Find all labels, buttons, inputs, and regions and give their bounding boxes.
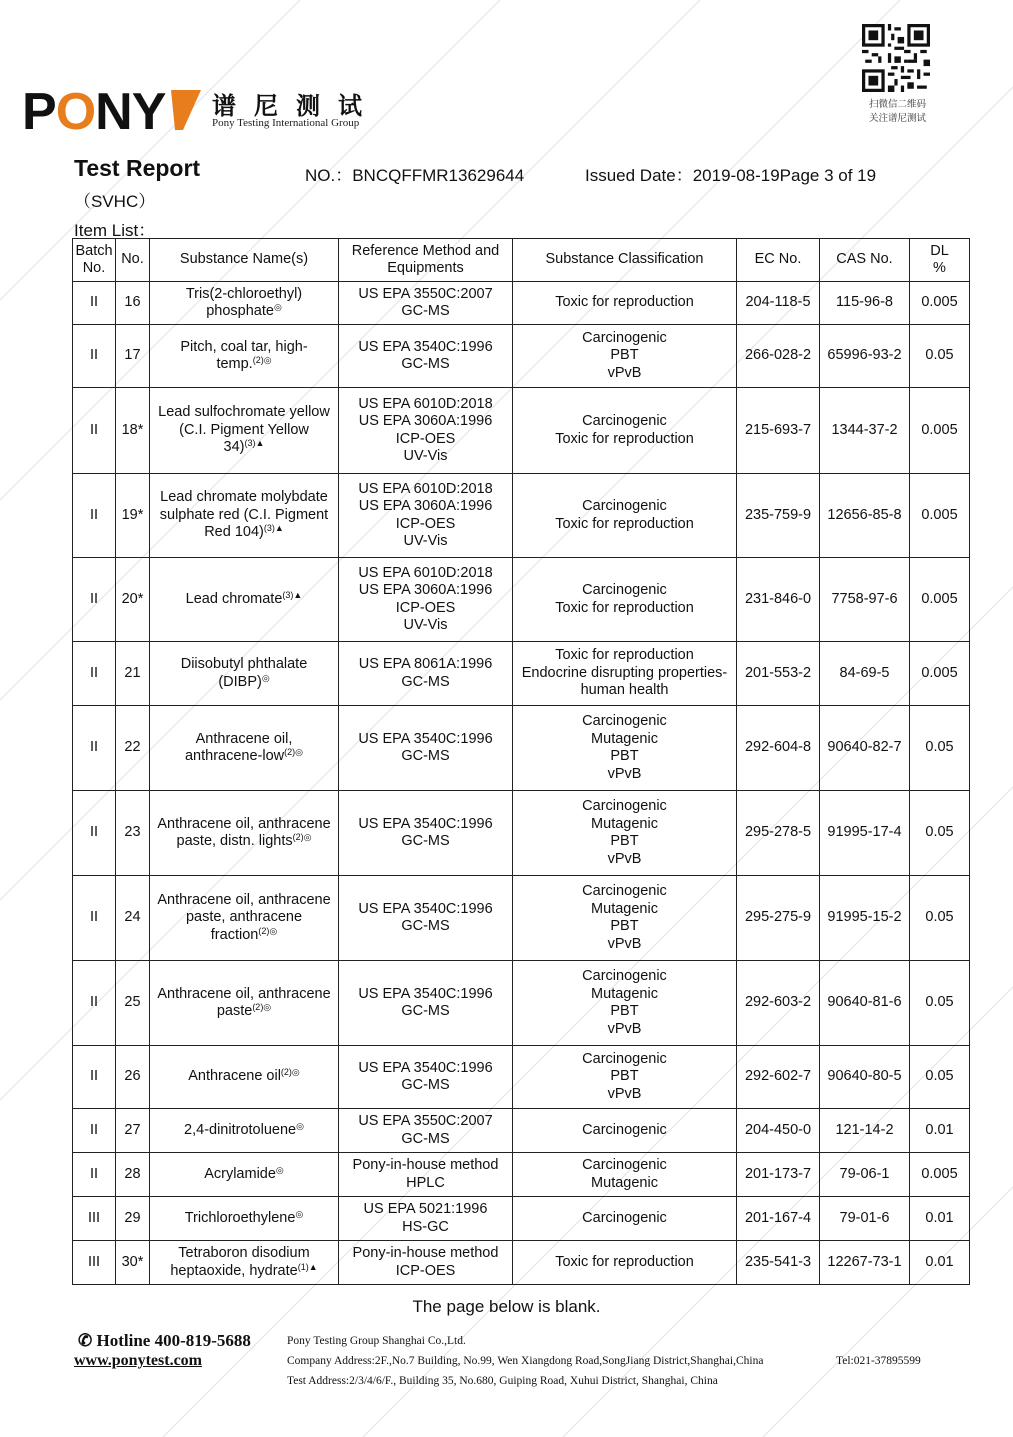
footnote-marker: (2)◎ — [258, 925, 278, 936]
header-no: No. — [116, 239, 150, 282]
cell-cas-no: 7758-97-6 — [820, 558, 910, 642]
cell-classification: Toxic for reproduction — [513, 282, 737, 325]
cell-dl: 0.05 — [910, 1046, 970, 1109]
footnote-marker: (3)▲ — [263, 523, 284, 534]
table-row — [73, 706, 970, 791]
cell-dl: 0.05 — [910, 876, 970, 961]
table-row — [73, 1109, 970, 1153]
substance-name-text: Lead chromate — [185, 590, 283, 607]
substance-name-text: Anthracene oil — [188, 1068, 281, 1085]
qr-caption — [850, 98, 945, 126]
table-row — [73, 876, 970, 961]
cell-cas-no: 115-96-8 — [820, 282, 910, 325]
cell-no: 23 — [116, 791, 150, 876]
cell-substance-name — [150, 1197, 339, 1241]
cell-substance-name — [150, 706, 339, 791]
cell-method: Pony-in-house method ICP-OES — [339, 1241, 513, 1285]
cell-dl: 0.005 — [910, 642, 970, 706]
cell-substance-name — [150, 876, 339, 961]
cell-batch: II — [73, 474, 116, 558]
cell-cas-no: 84-69-5 — [820, 642, 910, 706]
table-row — [73, 1153, 970, 1197]
cell-cas-no: 65996-93-2 — [820, 325, 910, 388]
table-row — [73, 642, 970, 706]
blank-page-note: The page below is blank. — [412, 1297, 601, 1316]
cell-ec-no: 235-759-9 — [737, 474, 820, 558]
cell-substance-name — [150, 474, 339, 558]
report-title: Test Report — [74, 155, 201, 181]
substance-name-text: Anthracene oil, anthracene paste — [157, 985, 331, 1019]
cell-method: US EPA 6010D:2018 US EPA 3060A:1996 ICP-OES UV-Vis — [339, 558, 513, 642]
cell-ec-no: 292-604-8 — [737, 706, 820, 791]
footnote-marker: (1)▲ — [297, 1261, 318, 1272]
cell-classification: Carcinogenic Toxic for reproduction — [513, 474, 737, 558]
cell-dl: 0.05 — [910, 791, 970, 876]
footnote-marker: (2)◎ — [280, 1067, 300, 1078]
company-name: Pony Testing Group Shanghai Co.,Ltd. — [287, 1335, 466, 1347]
cell-ec-no: 292-602-7 — [737, 1046, 820, 1109]
header-ec: EC No. — [737, 239, 820, 282]
cell-batch: II — [73, 961, 116, 1046]
cell-ec-no: 295-278-5 — [737, 791, 820, 876]
cell-substance-name — [150, 325, 339, 388]
table-row — [73, 474, 970, 558]
cell-dl: 0.01 — [910, 1109, 970, 1153]
cell-dl: 0.05 — [910, 961, 970, 1046]
cell-method: US EPA 8061A:1996 GC-MS — [339, 642, 513, 706]
cell-ec-no: 201-553-2 — [737, 642, 820, 706]
footnote-marker: ◎ — [273, 302, 282, 312]
footnote-marker: (2)◎ — [252, 355, 272, 365]
cell-dl: 0.005 — [910, 474, 970, 558]
cell-method: US EPA 3540C:1996 GC-MS — [339, 325, 513, 388]
footnote-marker: ◎ — [296, 1120, 304, 1131]
cell-substance-name — [150, 642, 339, 706]
header-classification: Substance Classification — [513, 239, 737, 282]
cell-method: US EPA 3540C:1996 GC-MS — [339, 876, 513, 961]
cell-no: 22 — [116, 706, 150, 791]
footnote-marker: (2)◎ — [252, 1002, 272, 1012]
cell-no: 16 — [116, 282, 150, 325]
footnote-marker: ◎ — [261, 672, 270, 683]
cell-method: US EPA 3540C:1996 GC-MS — [339, 1046, 513, 1109]
cell-no: 25 — [116, 961, 150, 1046]
cell-dl: 0.005 — [910, 282, 970, 325]
pony-logo: PONY — [22, 83, 166, 141]
table-row — [73, 1197, 970, 1241]
cell-classification: Carcinogenic Toxic for reproduction — [513, 388, 737, 474]
substance-name-text: Anthracene oil, anthracene-low — [184, 730, 293, 764]
telephone: Tel:021-37895599 — [836, 1355, 921, 1367]
substance-name-text: Anthracene oil, anthracene paste, anthracene fraction — [157, 891, 331, 943]
cell-batch: II — [73, 876, 116, 961]
cell-batch: III — [73, 1241, 116, 1285]
substance-name-text: Tetraboron disodium heptaoxide, hydrate — [170, 1245, 310, 1279]
cell-classification: Carcinogenic — [513, 1197, 737, 1241]
cell-no: 28 — [116, 1153, 150, 1197]
cell-ec-no: 201-173-7 — [737, 1153, 820, 1197]
substance-table — [72, 238, 970, 1285]
cell-cas-no: 91995-15-2 — [820, 876, 910, 961]
cell-dl: 0.05 — [910, 325, 970, 388]
report-number: NO.：BNCQFFMR13629644 — [305, 166, 525, 185]
header-method: Reference Method and Equipments — [339, 239, 513, 282]
table-header-row — [73, 239, 970, 282]
cell-method: Pony-in-house method HPLC — [339, 1153, 513, 1197]
cell-classification: Carcinogenic Mutagenic PBT vPvB — [513, 791, 737, 876]
cell-cas-no: 79-01-6 — [820, 1197, 910, 1241]
report-subtitle: （SVHC） — [74, 192, 156, 211]
table-row — [73, 325, 970, 388]
footnote-marker: (3)▲ — [282, 589, 303, 600]
cell-method: US EPA 6010D:2018 US EPA 3060A:1996 ICP-OES UV-Vis — [339, 388, 513, 474]
table-row — [73, 1046, 970, 1109]
cell-method: US EPA 6010D:2018 US EPA 3060A:1996 ICP-OES UV-Vis — [339, 474, 513, 558]
cell-dl: 0.01 — [910, 1197, 970, 1241]
substance-name-text: Diisobutyl phthalate (DIBP) — [180, 656, 308, 690]
substance-name-text: Tris(2-chloroethyl) phosphate — [185, 285, 303, 319]
cell-substance-name — [150, 1153, 339, 1197]
cell-batch: II — [73, 1153, 116, 1197]
cell-ec-no: 231-846-0 — [737, 558, 820, 642]
cell-no: 18* — [116, 388, 150, 474]
cell-substance-name — [150, 791, 339, 876]
cell-substance-name — [150, 1046, 339, 1109]
footnote-marker: ◎ — [275, 1164, 284, 1175]
cell-ec-no: 266-028-2 — [737, 325, 820, 388]
cell-no: 17 — [116, 325, 150, 388]
cell-ec-no: 204-450-0 — [737, 1109, 820, 1153]
footnote-marker: (3)▲ — [244, 438, 265, 449]
logo-english-name: Pony Testing International Group — [212, 117, 360, 129]
website-link[interactable]: www.ponytest.com — [74, 1352, 202, 1369]
cell-dl: 0.005 — [910, 1153, 970, 1197]
table-row — [73, 558, 970, 642]
table-row — [73, 282, 970, 325]
qr-caption-line-2: 关注谱尼测试 — [868, 113, 926, 124]
table-row — [73, 961, 970, 1046]
cell-cas-no: 91995-17-4 — [820, 791, 910, 876]
cell-classification: Carcinogenic Mutagenic PBT vPvB — [513, 876, 737, 961]
cell-no: 26 — [116, 1046, 150, 1109]
cell-no: 19* — [116, 474, 150, 558]
substance-name-text: Acrylamide — [204, 1165, 276, 1182]
cell-dl: 0.005 — [910, 558, 970, 642]
cell-no: 27 — [116, 1109, 150, 1153]
cell-batch: III — [73, 1197, 116, 1241]
cell-dl: 0.01 — [910, 1241, 970, 1285]
cell-batch: II — [73, 1109, 116, 1153]
cell-cas-no: 79-06-1 — [820, 1153, 910, 1197]
cell-method: US EPA 3550C:2007 GC-MS — [339, 282, 513, 325]
cell-cas-no: 1344-37-2 — [820, 388, 910, 474]
cell-batch: II — [73, 706, 116, 791]
logo-slash-icon — [171, 90, 201, 130]
cell-dl: 0.05 — [910, 706, 970, 791]
substance-name-text: Lead sulfochromate yellow (C.I. Pigment Yellow 34) — [158, 404, 330, 456]
company-address: Company Address:2F.,No.7 Building, No.99, Wen Xiangdong Road,SongJiang District,Shanghai,China — [287, 1355, 764, 1367]
cell-ec-no: 204-118-5 — [737, 282, 820, 325]
footnote-marker: (2)◎ — [292, 832, 312, 842]
cell-method: US EPA 3540C:1996 GC-MS — [339, 791, 513, 876]
cell-classification: Carcinogenic PBT vPvB — [513, 1046, 737, 1109]
table-row — [73, 791, 970, 876]
cell-substance-name — [150, 558, 339, 642]
cell-cas-no: 121-14-2 — [820, 1109, 910, 1153]
hotline: ✆ Hotline 400-819-5688 — [78, 1331, 251, 1350]
substance-name-text: Pitch, coal tar, high- temp. — [180, 338, 308, 372]
cell-ec-no: 292-603-2 — [737, 961, 820, 1046]
cell-cas-no: 12656-85-8 — [820, 474, 910, 558]
cell-batch: II — [73, 642, 116, 706]
cell-classification: Carcinogenic Mutagenic PBT vPvB — [513, 961, 737, 1046]
cell-substance-name — [150, 1109, 339, 1153]
cell-classification: Carcinogenic PBT vPvB — [513, 325, 737, 388]
table-row — [73, 388, 970, 474]
cell-substance-name — [150, 1241, 339, 1285]
cell-classification: Toxic for reproduction Endocrine disrupting properties- human health — [513, 642, 737, 706]
header-cas: CAS No. — [820, 239, 910, 282]
cell-ec-no: 201-167-4 — [737, 1197, 820, 1241]
cell-no: 24 — [116, 876, 150, 961]
cell-no: 20* — [116, 558, 150, 642]
cell-batch: II — [73, 791, 116, 876]
cell-batch: II — [73, 325, 116, 388]
cell-batch: II — [73, 282, 116, 325]
header-dl: DL % — [910, 239, 970, 282]
table-row — [73, 1241, 970, 1285]
cell-batch: II — [73, 388, 116, 474]
cell-classification: Carcinogenic Mutagenic — [513, 1153, 737, 1197]
substance-name-text: Lead chromate molybdate sulphate red (C.I. Pigment Red 104) — [159, 489, 329, 541]
cell-no: 30* — [116, 1241, 150, 1285]
cell-method: US EPA 3540C:1996 GC-MS — [339, 961, 513, 1046]
cell-ec-no: 295-275-9 — [737, 876, 820, 961]
cell-batch: II — [73, 1046, 116, 1109]
substance-name-text: Anthracene oil, anthracene paste, distn. lights — [157, 815, 331, 849]
cell-classification: Carcinogenic — [513, 1109, 737, 1153]
cell-no: 21 — [116, 642, 150, 706]
logo-chinese-name: 谱尼测试 — [212, 92, 380, 120]
cell-cas-no: 90640-80-5 — [820, 1046, 910, 1109]
cell-ec-no: 235-541-3 — [737, 1241, 820, 1285]
cell-no: 29 — [116, 1197, 150, 1241]
qr-caption-line-1: 扫微信二维码 — [868, 99, 926, 110]
footnote-marker: (2)◎ — [284, 747, 303, 757]
cell-dl: 0.005 — [910, 388, 970, 474]
table-body — [73, 282, 970, 1285]
cell-method: US EPA 3550C:2007 GC-MS — [339, 1109, 513, 1153]
cell-substance-name — [150, 282, 339, 325]
cell-substance-name — [150, 961, 339, 1046]
cell-substance-name — [150, 388, 339, 474]
substance-name-text: Trichloroethylene — [184, 1209, 296, 1226]
cell-method: US EPA 3540C:1996 GC-MS — [339, 706, 513, 791]
cell-classification: Carcinogenic Mutagenic PBT vPvB — [513, 706, 737, 791]
cell-classification: Toxic for reproduction — [513, 1241, 737, 1285]
cell-method: US EPA 5021:1996 HS-GC — [339, 1197, 513, 1241]
cell-cas-no: 90640-82-7 — [820, 706, 910, 791]
header-substance-name: Substance Name(s) — [150, 239, 339, 282]
cell-batch: II — [73, 558, 116, 642]
header-batch: Batch No. — [73, 239, 116, 282]
substance-name-text: 2,4-dinitrotoluene — [184, 1121, 297, 1138]
qr-code-icon — [862, 24, 930, 92]
item-list-label: Item List： — [74, 221, 156, 240]
cell-cas-no: 12267-73-1 — [820, 1241, 910, 1285]
test-address: Test Address:2/3/4/6/F., Building 35, No.680, Guiping Road, Xuhui District, Shanghai, China — [287, 1375, 718, 1387]
issued-date-page: Issued Date：2019-08-19Page 3 of 19 — [585, 166, 877, 185]
cell-ec-no: 215-693-7 — [737, 388, 820, 474]
footnote-marker: ◎ — [295, 1208, 304, 1219]
cell-cas-no: 90640-81-6 — [820, 961, 910, 1046]
cell-classification: Carcinogenic Toxic for reproduction — [513, 558, 737, 642]
